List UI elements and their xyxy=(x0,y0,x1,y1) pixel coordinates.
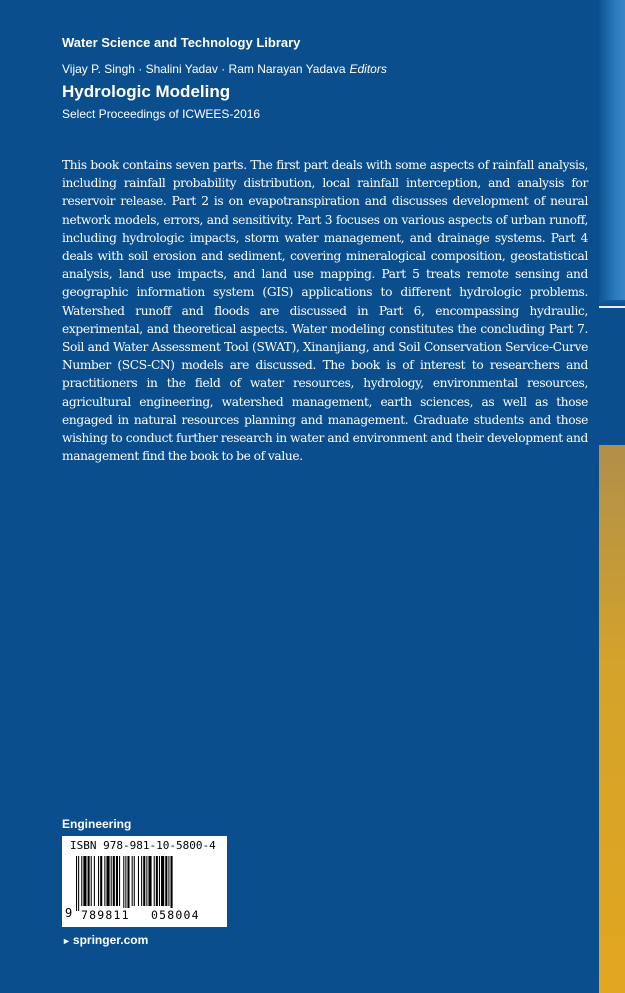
barcode-bar xyxy=(134,856,135,906)
barcode-bar xyxy=(116,856,118,906)
website-label: springer.com xyxy=(72,933,149,947)
barcode-bar xyxy=(156,856,158,906)
barcode-bar xyxy=(76,856,77,911)
editors-role: Editors xyxy=(349,62,387,76)
barcode-first-digit: 9 xyxy=(65,906,73,920)
series-title: Water Science and Technology Library xyxy=(62,35,301,50)
editors-line xyxy=(62,62,387,76)
barcode-bar xyxy=(168,856,169,906)
book-title: Hydrologic Modeling xyxy=(62,82,231,101)
spine-blue-band xyxy=(599,0,625,300)
barcode-bar xyxy=(165,856,167,906)
barcode-bar xyxy=(106,856,109,906)
isbn-label: ISBN 978-981-10-5800-4 xyxy=(70,839,216,852)
spine-dark-band xyxy=(599,308,625,445)
barcode-bar xyxy=(78,856,79,911)
barcode-bar xyxy=(148,856,151,906)
barcode-bar xyxy=(81,856,82,906)
barcode-bar xyxy=(83,856,86,906)
barcode-bar xyxy=(161,856,164,906)
barcode-bar xyxy=(100,856,102,906)
barcode-bar xyxy=(125,856,126,911)
arrow-icon: ► xyxy=(62,936,71,946)
barcode-bar xyxy=(119,856,120,906)
book-description: This book contains seven parts. The first part deals with some aspects of rainfall analysis, including rainfall probability distribution, local rainfall interception, and analysis for reservoir release. Part 2 is on evapotranspiration and discusses development of neural network models, errors, and sensitivity. Part 3 focuses on various aspects of urban runoff, including hydrologic impacts, storm water management, and drainage systems. Part 4 deals with soil erosion and sediment, covering mineralogical composition, geostatistical analysis, land use impacts, and land use mapping. Part 5 treats remote sensing and geographic information system (GIS) applications to different hydrologic problems. Watershed runoff and floods are discussed in Part 6, encompassing hydraulic, experimental, and theoretical aspects. Water modeling constitutes the concluding Part 7. Soil and Water Assessment Tool (SWAT), Xinanjiang, and Soil Conservation Service-Curve Number (SCS-CN) models are discussed. The book is of interest to researchers and practitioners in the field of water resources, hydrology, environmental resources, agricultural engineering, watershed management, earth sciences, as well as those engaged in natural resources planning and management. Graduate students and those wishing to conduct further research in water and environment and their development and management find the book to be of value. xyxy=(62,158,588,464)
barcode-right-digits: 058004 xyxy=(151,908,200,922)
barcode-bar xyxy=(171,856,173,911)
barcode-bar xyxy=(154,856,155,906)
barcode-bar xyxy=(138,856,139,906)
barcode-bar xyxy=(88,856,90,906)
barcode-bar xyxy=(111,856,112,906)
barcode-bars xyxy=(76,856,222,911)
publisher-website xyxy=(62,933,148,947)
barcode-bar xyxy=(98,856,99,906)
barcode-bar xyxy=(123,856,124,911)
barcode-bar xyxy=(94,856,95,906)
barcode-bar xyxy=(146,856,147,906)
isbn-barcode xyxy=(62,836,227,927)
spine-strip xyxy=(599,0,625,993)
barcode-bar xyxy=(91,856,92,906)
book-subtitle: Select Proceedings of ICWEES-2016 xyxy=(62,107,261,121)
barcode-bar xyxy=(132,856,133,906)
spine-gold-band xyxy=(599,445,625,993)
subject-category: Engineering xyxy=(62,817,132,831)
barcode-bar xyxy=(104,856,105,906)
barcode-bar xyxy=(141,856,142,906)
barcode-left-digits: 789811 xyxy=(81,908,130,922)
barcode-bar xyxy=(143,856,145,906)
barcode-bar xyxy=(127,856,129,911)
barcode-bar xyxy=(159,856,160,906)
editor-names: Vijay P. Singh · Shalini Yadav · Ram Narayan Yadava xyxy=(62,62,346,76)
barcode-bar xyxy=(113,856,115,906)
